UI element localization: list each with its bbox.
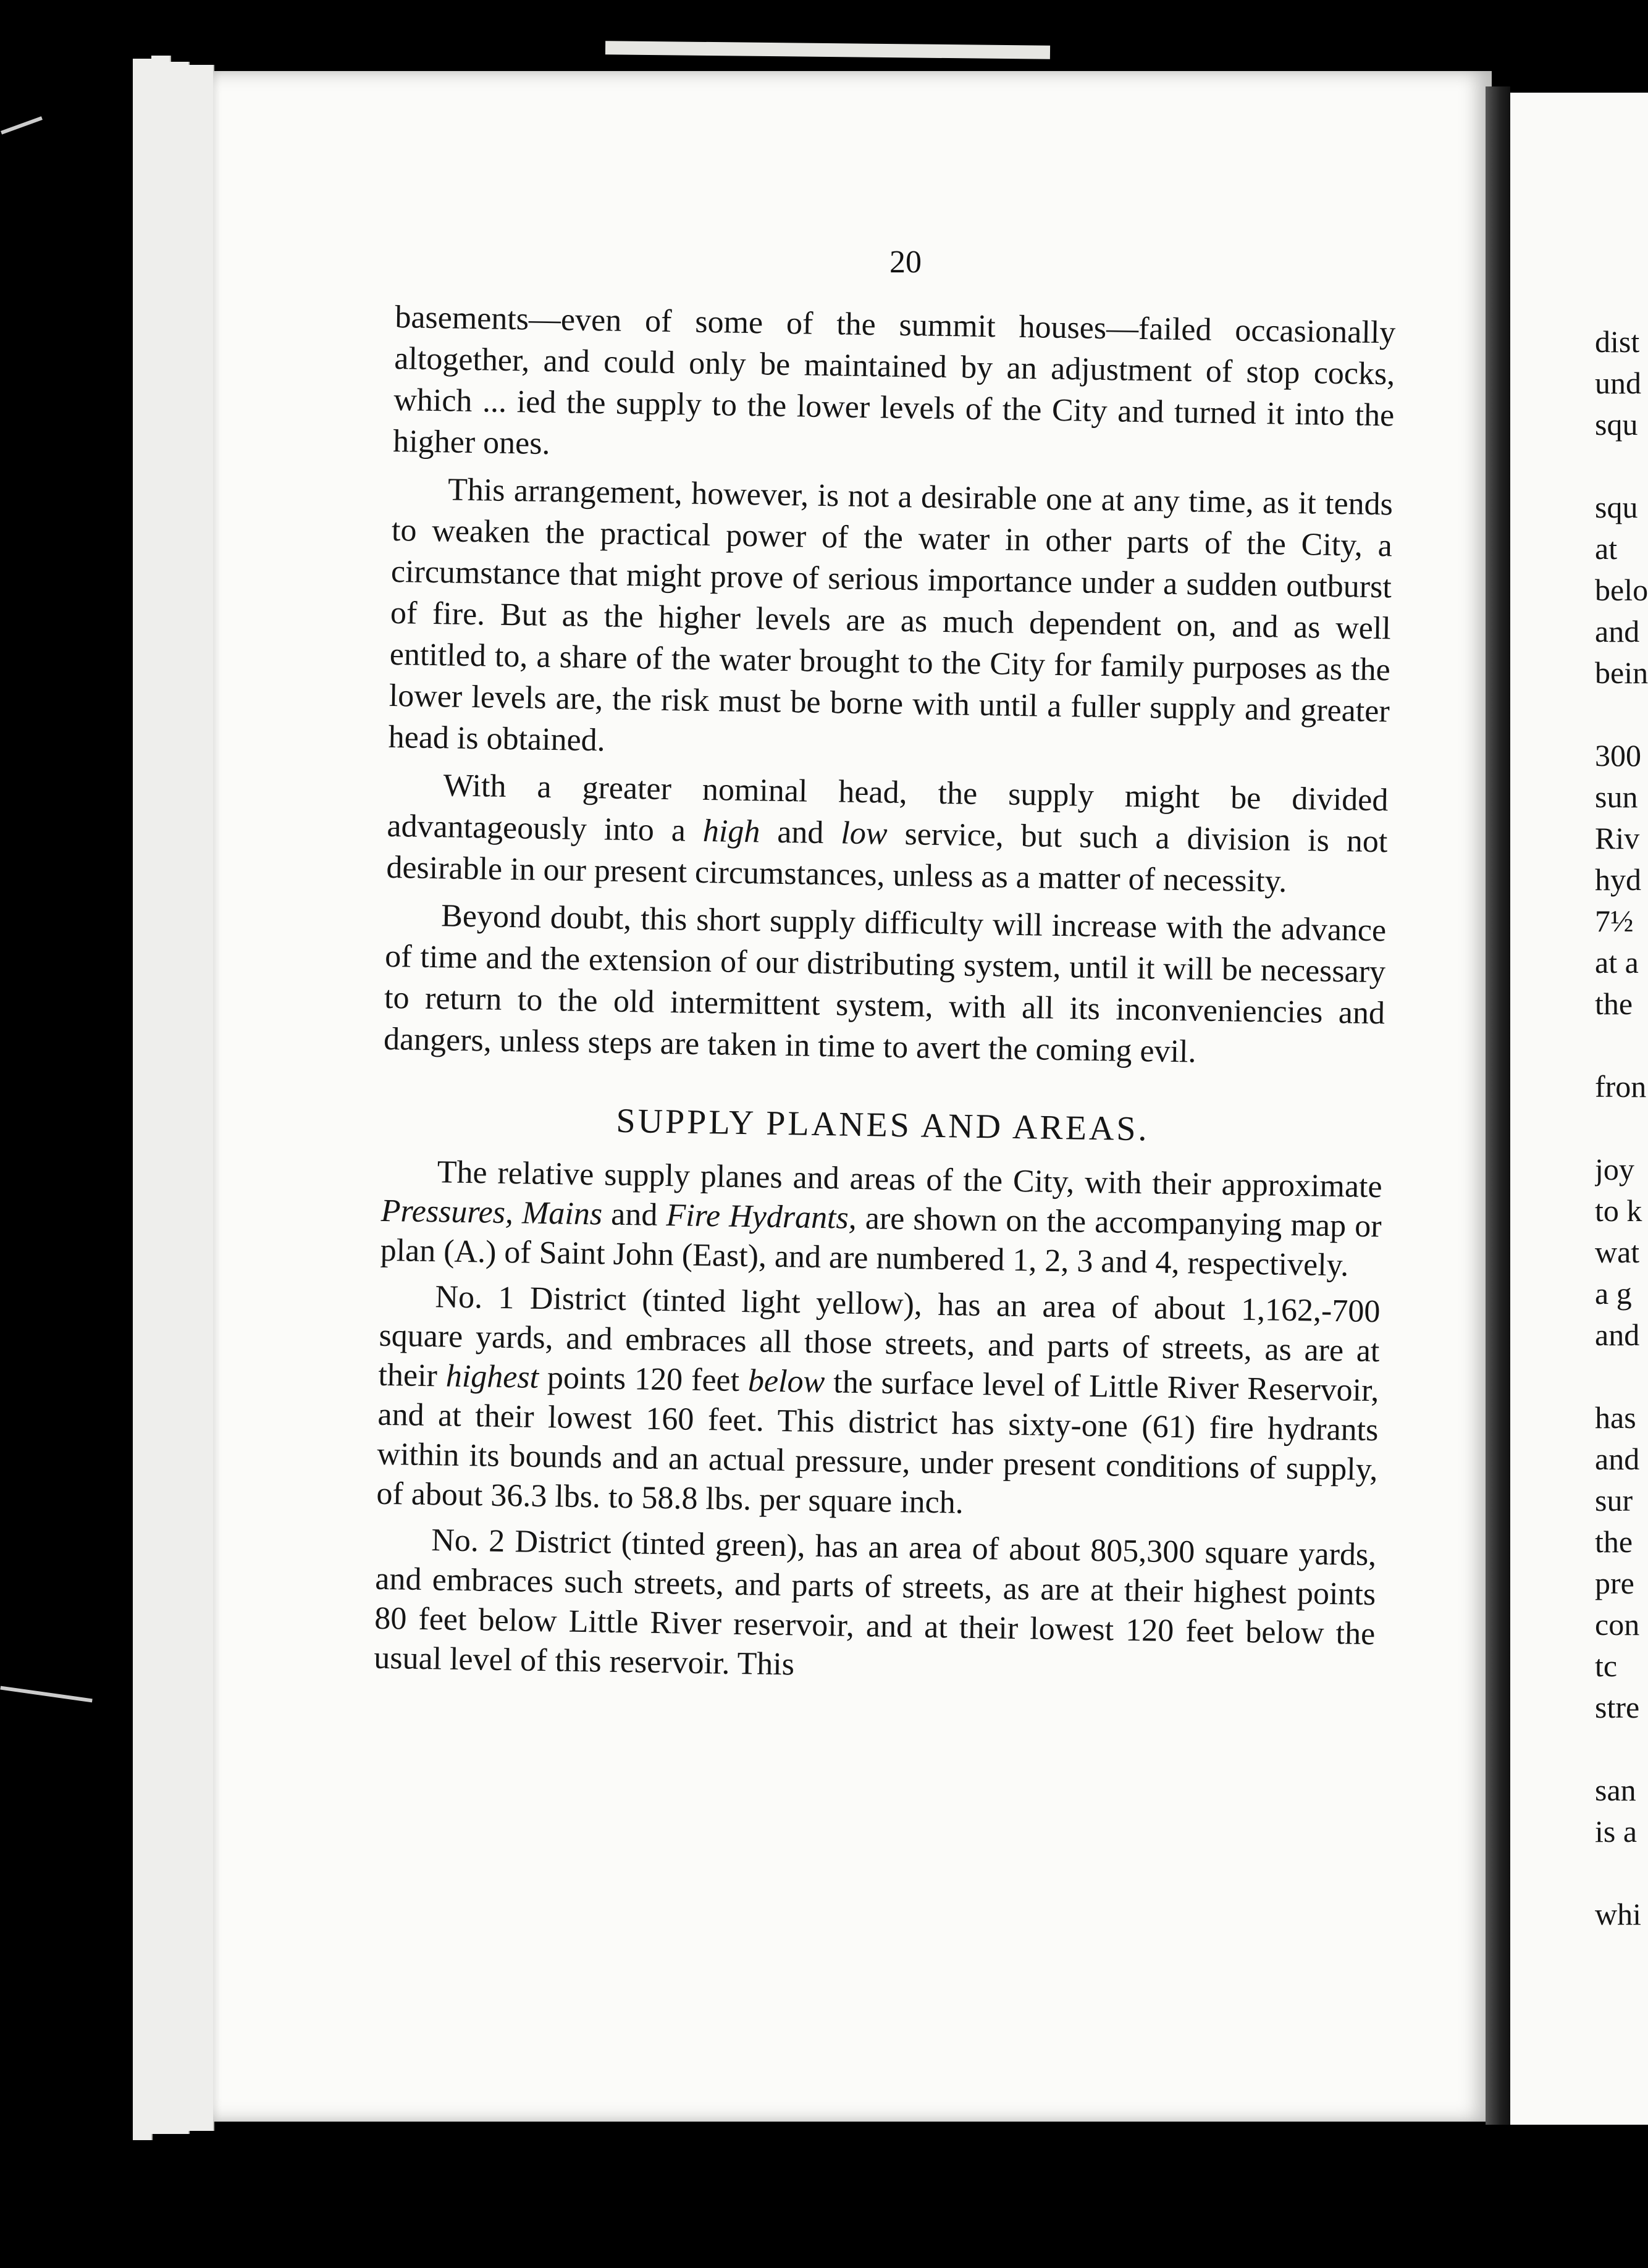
paragraph-6-text-b: points 120 feet [538,1359,749,1399]
right-page-fragment: sur [1595,1483,1633,1518]
right-page-fragment: pre [1595,1566,1634,1600]
paragraph-3-italic-high: high [702,813,760,850]
right-page-fragment [1595,445,1648,487]
paragraph-6-italic-highest: highest [445,1358,539,1395]
right-page-fragment: 7½ [1595,904,1634,938]
right-page-fragment [1595,1107,1648,1149]
right-page-fragment [1595,1728,1648,1770]
right-page-fragment [1595,1852,1648,1894]
right-page-fragment: und [1595,366,1641,400]
paragraph-1: basements—even of some of the summit houses—failed occasionally altogether, and could only be maintained by an adjustment of stop cocks, which ... ied the supply to the lower levels of the City and turned it into the higher ones. [392,299,1396,461]
paragraph-5-text-c: are shown on the accompanying map or plan (A.) of Saint John (East), and are numbered 1, 2, 3 and 4, respectively. [380,1200,1382,1283]
right-page-fragment: tc [1595,1648,1618,1683]
right-page-fragment: belo [1595,573,1648,607]
right-page-fragments [1595,321,1648,1935]
paragraph-6-text-a: No. 1 District (tinted light yellow), has an area of about 1,162,-700 square yards, and embraces all those streets, and parts of streets, as are at their [378,1279,1381,1394]
book-gutter [1486,86,1510,2125]
paragraph-5-text-a: The relative supply planes and areas of the City, with their approximate [437,1154,1382,1205]
paragraph-5 [380,1152,1382,1286]
paragraph-3-italic-low: low [840,815,888,852]
right-page-fragment: and [1595,1442,1640,1476]
right-page-fragment: Riv [1595,821,1640,855]
page-edge-2 [151,56,171,2134]
paragraph-6-text-c: the surface level of Little River Reservoir, and at their lowest 160 feet. This district has sixty-one (61) fire hydrants within its bounds and an actual pressure, under present conditions of supply, of about 36.3 lbs. to 58.8 lbs. per square inch. [376,1364,1379,1521]
scan-mark-left-top [1,116,43,135]
right-page-fragment: joy [1595,1152,1634,1186]
page-top-strip [605,41,1050,59]
page-edge-1 [133,59,153,2140]
right-page-fragment: has [1595,1400,1636,1435]
scan-mark-left-middle [0,1686,92,1703]
right-page-fragment: wat [1595,1235,1640,1269]
paragraph-5-text-b: and [602,1196,666,1233]
right-page-fragment: the [1595,1524,1633,1559]
right-page-fragment [1595,1356,1648,1397]
paragraph-3 [386,764,1389,904]
right-page-fragment: dist [1595,324,1640,359]
right-page-fragment: and [1595,1317,1640,1352]
page-edge-3 [170,62,190,2134]
right-page-fragment: squ [1595,490,1638,524]
right-page-fragment: con [1595,1607,1640,1642]
right-page-fragment: stre [1595,1690,1640,1724]
right-page-fragment: at [1595,531,1618,566]
right-page-fragment: hyd [1595,862,1641,897]
page-number: 20 [889,245,922,280]
right-page-fragment: to k [1595,1193,1642,1228]
page-edge-4 [188,65,214,2131]
right-page-fragment: sun [1595,779,1638,814]
paragraph-6-italic-below: below [747,1363,825,1400]
paragraph-5-italic-b: Fire Hydrants, [666,1198,857,1236]
paragraph-3-text-b: and [759,814,841,851]
section-heading: SUPPLY PLANES AND AREAS. [616,1101,1150,1149]
right-page-fragment: at a [1595,945,1639,980]
paragraph-2: This arrangement, however, is not a desirable one at any time, as it tends to weaken the practical power of the water in other parts of the City, a circumstance that might prove of serious importance under a sudden outburst of fire. But as the higher levels are as much dependent on, and as well entitled to, a share of the water brought to the City for family purposes as the lower levels are, the risk must be borne with until a fuller supply and greater head is obtained. [388,472,1394,758]
paragraph-6 [376,1277,1381,1529]
right-page-fragment: bein [1595,655,1648,690]
right-page-fragment: squ [1595,407,1638,442]
right-page-fragment: and [1595,614,1640,649]
paragraph-3-text-a: With a greater nominal head, the supply might be divided advantageously into a [387,768,1389,849]
page-body [374,296,1396,1700]
paragraph-3-text-c: service, but such a division is not desirable in our present circumstances, unless as a matter of necessity. [386,816,1388,899]
paragraph-7: No. 2 District (tinted green), has an area of about 805,300 square yards, and embraces such streets, and parts of streets, as are at their highest points 80 feet below Little River reservoir, and at their lowest 120 feet below the usual level of this reservoir. This [373,1522,1377,1682]
paragraph-4: Beyond doubt, this short supply difficulty will increase with the advance of time and the extension of our distributing system, until it will be necessary to return to the old intermittent system, with all its inconveniencies and dangers, unless steps are taken in time to avert the coming evil. [383,898,1387,1070]
right-page-fragment: san [1595,1773,1636,1807]
right-page-fragment [1595,694,1648,735]
right-page-fragment: the [1595,986,1633,1021]
paragraph-5-italic-a: Pressures, Mains [380,1193,603,1232]
right-page-fragment: whi [1595,1897,1641,1931]
right-page-fragment: a g [1595,1276,1632,1311]
right-page-fragment: is a [1595,1814,1637,1849]
right-page-fragment [1595,1025,1648,1066]
right-page-fragment: 300 [1595,738,1641,773]
right-page-fragment: fron [1595,1069,1647,1104]
